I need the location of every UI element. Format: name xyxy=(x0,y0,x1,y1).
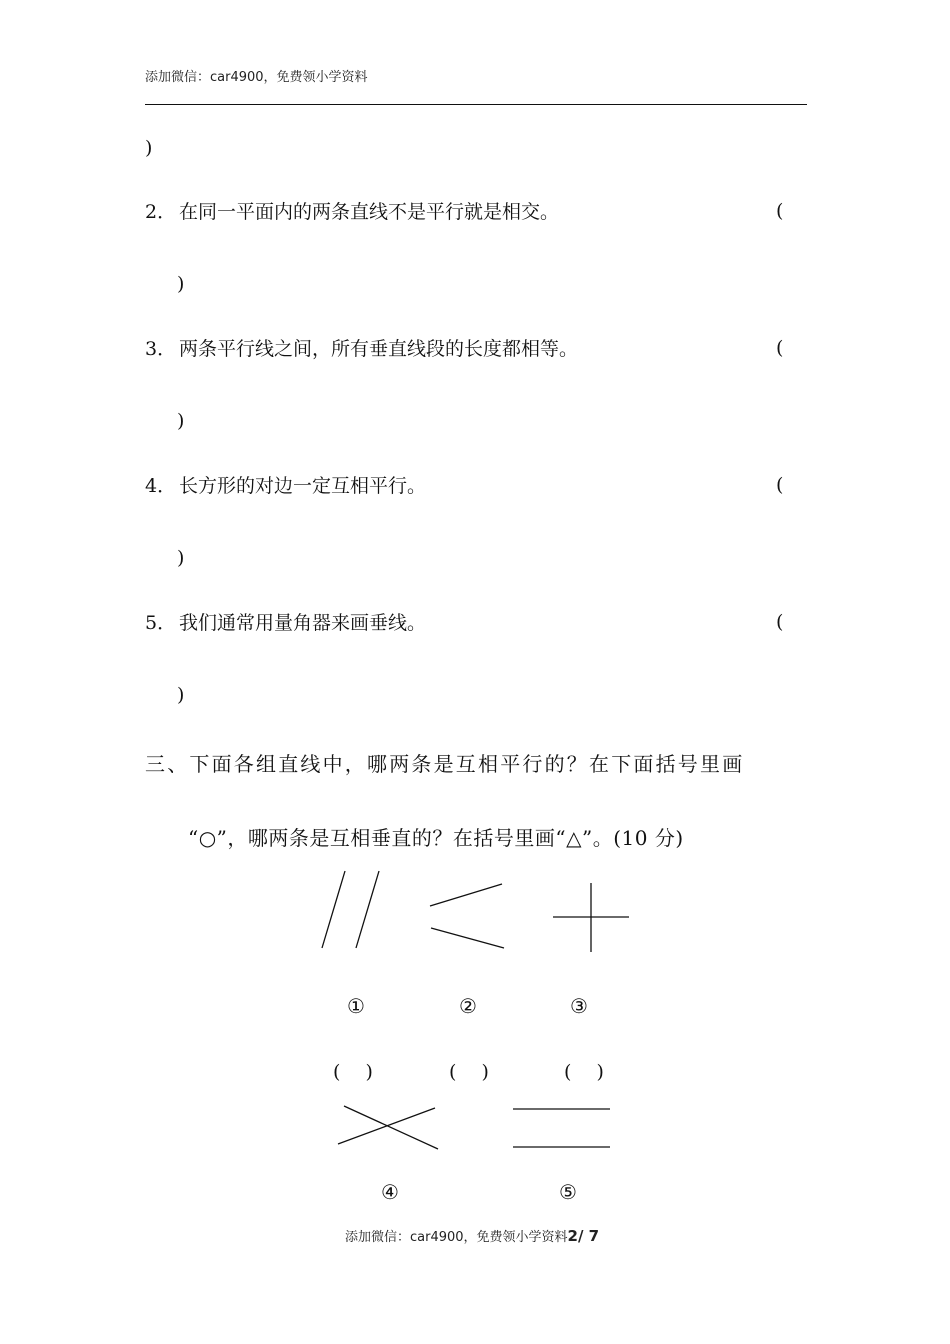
figure1-line-b xyxy=(356,871,379,948)
figure4-line-b xyxy=(338,1108,435,1144)
statement-text: 我们通常用量角器来画垂线。 xyxy=(179,612,427,634)
statement-number: 5． xyxy=(145,612,177,634)
answer-blank-3[interactable]: ( ) xyxy=(564,1061,604,1083)
figure1-line-a xyxy=(322,871,345,948)
answer-close-paren-4: ) xyxy=(177,547,185,569)
figure2-line-b xyxy=(431,928,504,948)
statement-number: 2． xyxy=(145,201,177,223)
statement-number: 4． xyxy=(145,475,177,497)
section3-heading-line1: 三、下面各组直线中，哪两条是互相平行的？在下面括号里画 xyxy=(145,752,745,776)
figure-label-4: ④ xyxy=(381,1180,399,1204)
figure2-line-a xyxy=(430,884,502,906)
figure-label-2: ② xyxy=(459,994,477,1018)
carryover-close-paren: ) xyxy=(145,137,153,159)
answer-close-paren-5: ) xyxy=(177,684,185,706)
statement-number: 3． xyxy=(145,338,177,360)
page-number: 2/ 7 xyxy=(567,1227,600,1245)
header-text: 添加微信：car4900，免费领小学资料 xyxy=(145,70,368,85)
footer-text: 添加微信：car4900，免费领小学资料 xyxy=(345,1230,568,1245)
statement-text: 两条平行线之间，所有垂直线段的长度都相等。 xyxy=(179,338,579,360)
answer-blank-2[interactable]: ( ) xyxy=(449,1061,489,1083)
answer-close-paren-3: ) xyxy=(177,410,185,432)
answer-open-paren-5[interactable]: ( xyxy=(776,611,784,633)
figure-label-5: ⑤ xyxy=(559,1180,577,1204)
section3-heading-line2: “○”，哪两条是互相垂直的？在括号里画“△”。(10 分) xyxy=(188,826,684,850)
statement-text: 在同一平面内的两条直线不是平行就是相交。 xyxy=(179,201,560,223)
answer-open-paren-2[interactable]: ( xyxy=(776,200,784,222)
figure-label-3: ③ xyxy=(570,994,588,1018)
figure-label-1: ① xyxy=(347,994,365,1018)
answer-close-paren-2: ) xyxy=(177,273,185,295)
answer-open-paren-3[interactable]: ( xyxy=(776,337,784,359)
statement-text: 长方形的对边一定互相平行。 xyxy=(179,475,427,497)
answer-open-paren-4[interactable]: ( xyxy=(776,474,784,496)
answer-blank-1[interactable]: ( ) xyxy=(333,1061,373,1083)
footer xyxy=(345,1226,599,1245)
